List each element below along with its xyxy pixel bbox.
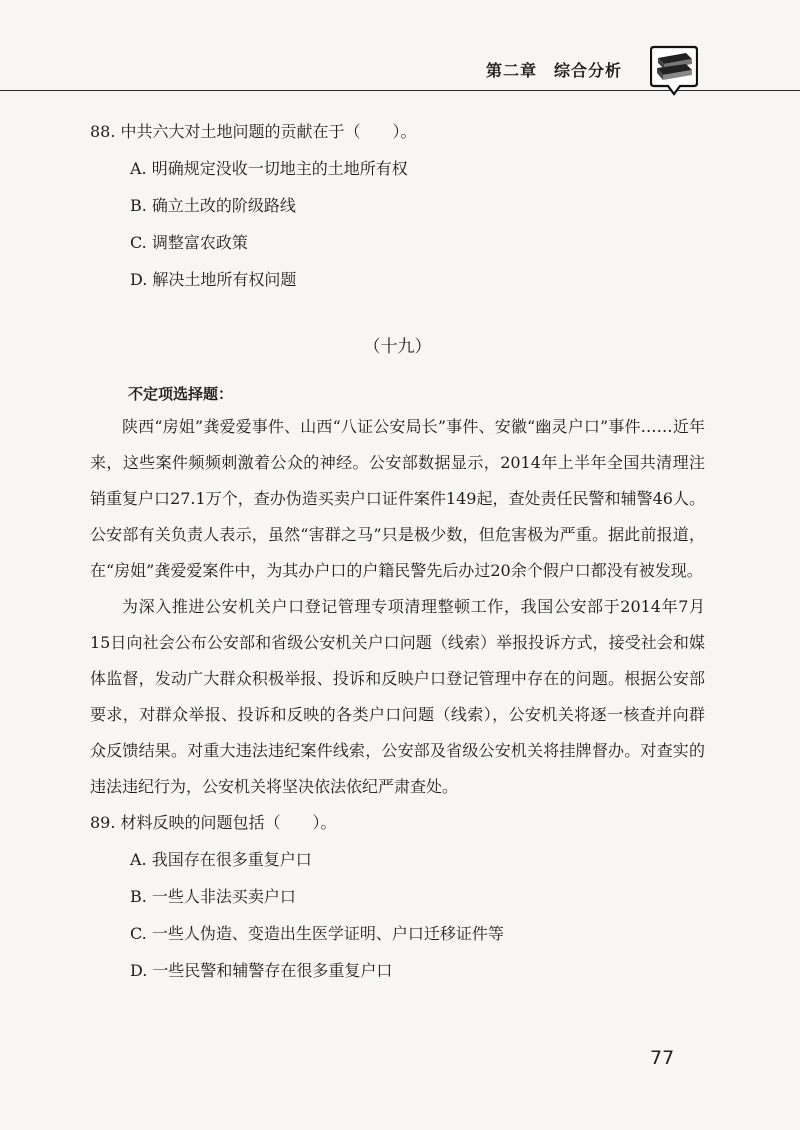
- question-89-option-a: A. 我国存在很多重复户口: [130, 850, 312, 869]
- question-89-option-d: D. 一些民警和辅警存在很多重复户口: [130, 961, 393, 980]
- question-88-stem: 88. 中共六大对土地问题的贡献在于（ ）。: [90, 122, 417, 141]
- question-88-option-c: C. 调整富农政策: [130, 233, 248, 252]
- question-89-option-c: C. 一些人伪造、变造出生医学证明、户口迁移证件等: [130, 924, 504, 943]
- question-88-option-b: B. 确立土改的阶级路线: [130, 196, 296, 215]
- page-number: 77: [650, 1047, 675, 1069]
- question-type-label: 不定项选择题：: [128, 385, 234, 403]
- books-icon: [650, 44, 698, 98]
- material-paragraph-2: 为深入推进公安机关户口登记管理专项清理整顿工作，我国公安部于2014年7月15日向社会公布公安部和省级公安机关户口问题（线索）举报投诉方式，接受社会和媒体监督，发动广大群众积极举报、投诉和反映户口登记管理中存在的问题。根据公安部要求，对群众举报、投诉和反映的各类户口问题（线索），公安机关将逐一核查并向群众反馈结果。对重大违法违纪案件线索，公安部及省级公安机关将挂牌督办。对查实的违法违纪行为，公安机关将坚决依法依纪严肃查处。: [90, 597, 705, 796]
- chapter-title: 第二章 综合分析: [485, 61, 622, 80]
- question-88-option-a: A. 明确规定没收一切地主的土地所有权: [130, 159, 408, 178]
- question-89-option-b: B. 一些人非法买卖户口: [130, 887, 296, 906]
- material-paragraph-1: 陕西“房姐”龚爱爱事件、山西“八证公安局长”事件、安徽“幽灵户口”事件……近年来，这些案件频频刺激着公众的神经。公安部数据显示，2014年上半年全国共清理注销重复户口27.1万个，查办伪造买卖户口证件案件149起，查处责任民警和辅警46人。公安部有关负责人表示，虽然“害群之马”只是极少数，但危害极为严重。据此前报道，在“房姐”龚爱爱案件中，为其办户口的户籍民警先后办过20余个假户口都没有被发现。: [90, 417, 705, 580]
- question-88-option-d: D. 解决土地所有权问题: [130, 270, 297, 289]
- section-title: （十九）: [363, 337, 432, 357]
- question-89-stem: 89. 材料反映的问题包括（ ）。: [90, 813, 337, 832]
